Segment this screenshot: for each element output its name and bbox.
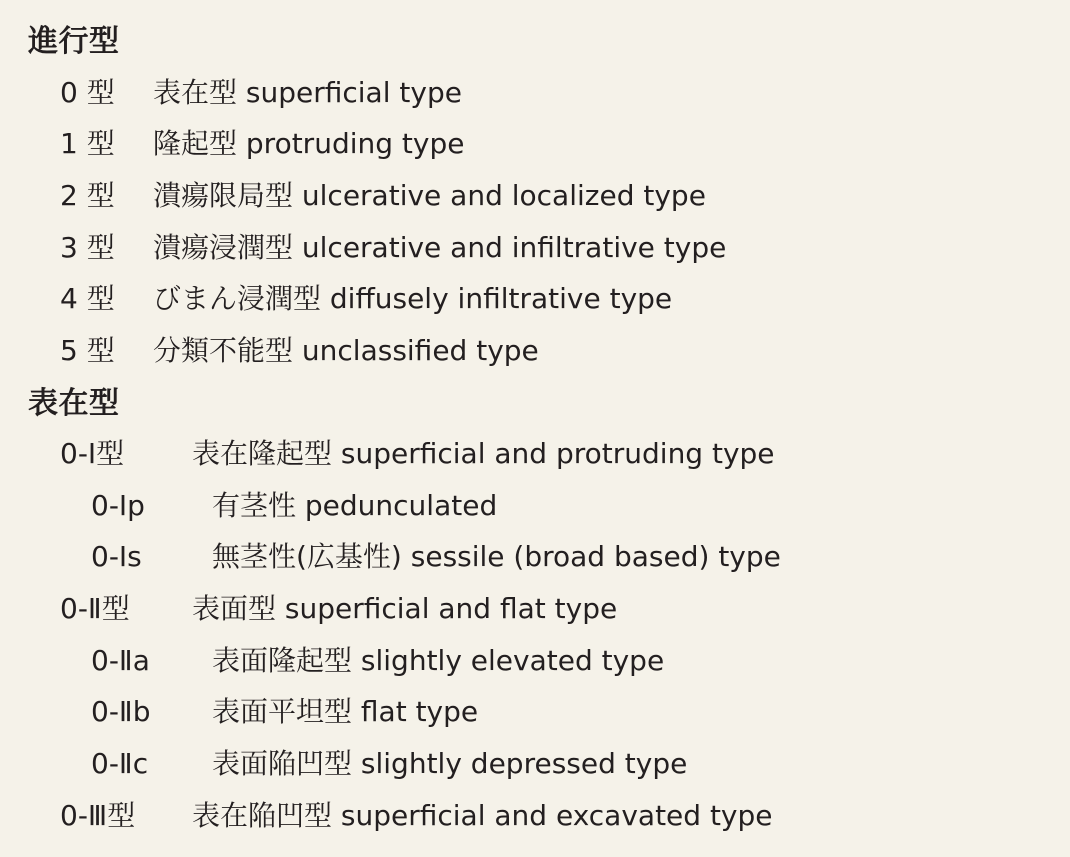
type-label: 表面型 superficial and flat type — [192, 592, 618, 625]
type-label: 潰瘍限局型 ulcerative and localized type — [153, 179, 706, 212]
list-item — [91, 535, 781, 579]
type-label: 表面隆起型 slightly elevated type — [212, 644, 665, 677]
type-code: 0-Ⅰs — [91, 540, 142, 573]
type-code: 1 型 — [60, 127, 115, 160]
list-item — [60, 587, 617, 631]
type-label: 表面平坦型 flat type — [212, 695, 479, 728]
type-code: 3 型 — [60, 231, 115, 264]
type-code: 5 型 — [60, 334, 115, 367]
list-item — [60, 277, 672, 321]
type-label: びまん浸潤型 diffusely infiltrative type — [153, 282, 673, 315]
section-heading-superficial: 表在型 — [28, 386, 120, 421]
type-code: 0-Ⅰ型 — [60, 437, 125, 470]
type-label: 隆起型 protruding type — [153, 127, 465, 160]
type-label: 表在陥凹型 superficial and excavated type — [192, 799, 773, 832]
type-code: 0-Ⅱa — [91, 644, 150, 677]
list-item — [60, 122, 464, 166]
type-label: 無茎性(広基性) sessile (broad based) type — [212, 540, 781, 573]
list-item — [60, 329, 539, 373]
list-item — [91, 484, 497, 528]
type-code: 0-Ⅱ型 — [60, 592, 130, 625]
list-item — [60, 432, 775, 476]
section-heading-advanced: 進行型 — [28, 24, 120, 59]
type-code: 2 型 — [60, 179, 115, 212]
type-label: 有茎性 pedunculated — [212, 489, 498, 522]
list-item — [91, 690, 478, 734]
type-label: 表面陥凹型 slightly depressed type — [212, 747, 688, 780]
type-code: 0-Ⅲ型 — [60, 799, 136, 832]
list-item — [91, 742, 687, 786]
type-code: 0-Ⅱb — [91, 695, 151, 728]
type-label: 表在型 superficial type — [153, 76, 462, 109]
type-code: 0-Ⅱc — [91, 747, 149, 780]
list-item — [60, 794, 773, 838]
list-item — [60, 226, 726, 270]
type-code: 4 型 — [60, 282, 115, 315]
type-label: 分類不能型 unclassified type — [153, 334, 539, 367]
type-code: 0-Ⅰp — [91, 489, 145, 522]
type-label: 表在隆起型 superficial and protruding type — [192, 437, 775, 470]
list-item — [91, 639, 664, 683]
list-item — [60, 174, 706, 218]
type-code: 0 型 — [60, 76, 115, 109]
type-label: 潰瘍浸潤型 ulcerative and infiltrative type — [153, 231, 727, 264]
list-item — [60, 71, 462, 115]
